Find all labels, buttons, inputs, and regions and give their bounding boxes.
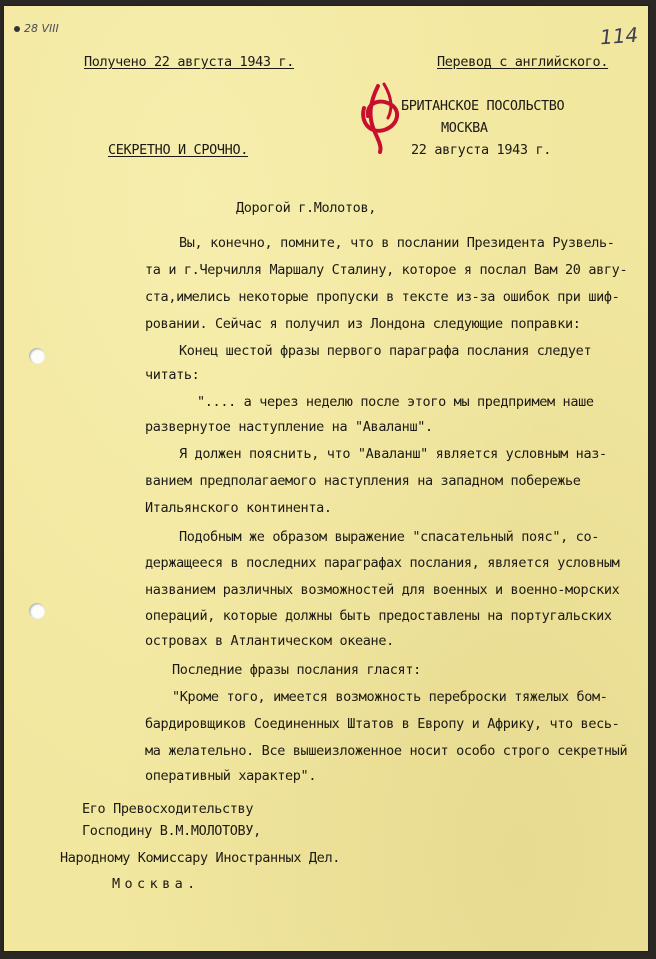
translation-note: Перевод с английского. — [437, 54, 609, 70]
received-date: Получено 22 августа 1943 г. — [84, 54, 294, 70]
body-line: бардировщиков Соединенных Штатов в Европу и Африку, что весь- — [145, 716, 620, 732]
body-line: Вы, конечно, помните, что в послании Президента Рузвель- — [179, 235, 615, 251]
body-line: "Кроме того, имеется возможность переброски тяжелых бом- — [172, 689, 608, 705]
salutation: Дорогой г.Молотов, — [236, 200, 376, 216]
body-line: Я должен пояснить, что "Аваланш" является условным наз- — [179, 446, 607, 462]
body-line: Подобным же образом выражение "спасательный пояс", со- — [179, 529, 599, 545]
body-line: ма желательно. Все вышеизложенное носит особо строго секретный — [145, 743, 628, 759]
folio-number: 114 — [599, 22, 639, 50]
body-line: та и г.Черчилля Маршалу Сталину, которое я послал Вам 20 авгу- — [145, 262, 628, 278]
body-line: Последние фразы послания гласят: — [172, 662, 421, 678]
addressee-name: Господину В.М.МОЛОТОВУ, — [82, 823, 261, 839]
body-line: оперативный характер". — [145, 768, 317, 784]
embassy-name: БРИТАНСКОЕ ПОСОЛЬСТВО — [401, 98, 565, 114]
addressee-position: Народному Комиссару Иностранных Дел. — [60, 850, 340, 866]
body-line: островах в Атлантическом океане. — [145, 633, 394, 649]
punch-hole — [29, 348, 45, 364]
body-line: ".... а через неделю после этого мы предпримем наше — [197, 394, 594, 410]
body-line: ровании. Сейчас я получил из Лондона следующие поправки: — [145, 316, 581, 332]
body-line: ванием предполагаемого наступления на западном побережье — [145, 473, 581, 489]
addressee-city: Москва. — [112, 876, 200, 892]
body-line: читать: — [145, 367, 200, 383]
margin-note: 28 VIII — [14, 22, 59, 35]
body-line: названием различных возможностей для военных и военно-морских — [145, 582, 620, 598]
body-line: держащееся в последних параграфах послания, является условным — [145, 555, 620, 571]
punch-hole — [29, 603, 45, 619]
body-line: ста,имелись некоторые пропуски в тексте из-за ошибок при шиф- — [145, 289, 620, 305]
addressee-title: Его Превосходительству — [82, 801, 254, 817]
red-pencil-mark — [356, 82, 408, 154]
document-page — [4, 6, 648, 951]
body-line: операций, которые должны быть предоставлены на португальских — [145, 608, 612, 624]
embassy-city: МОСКВА — [441, 120, 488, 136]
body-line: развернутое наступление на "Аваланш". — [145, 419, 433, 435]
body-line: Конец шестой фразы первого параграфа послания следует — [179, 343, 592, 359]
body-line: Итальянского континента. — [145, 500, 332, 516]
classification-label: СЕКРЕТНО И СРОЧНО. — [108, 142, 248, 158]
embassy-date: 22 августа 1943 г. — [411, 142, 551, 158]
